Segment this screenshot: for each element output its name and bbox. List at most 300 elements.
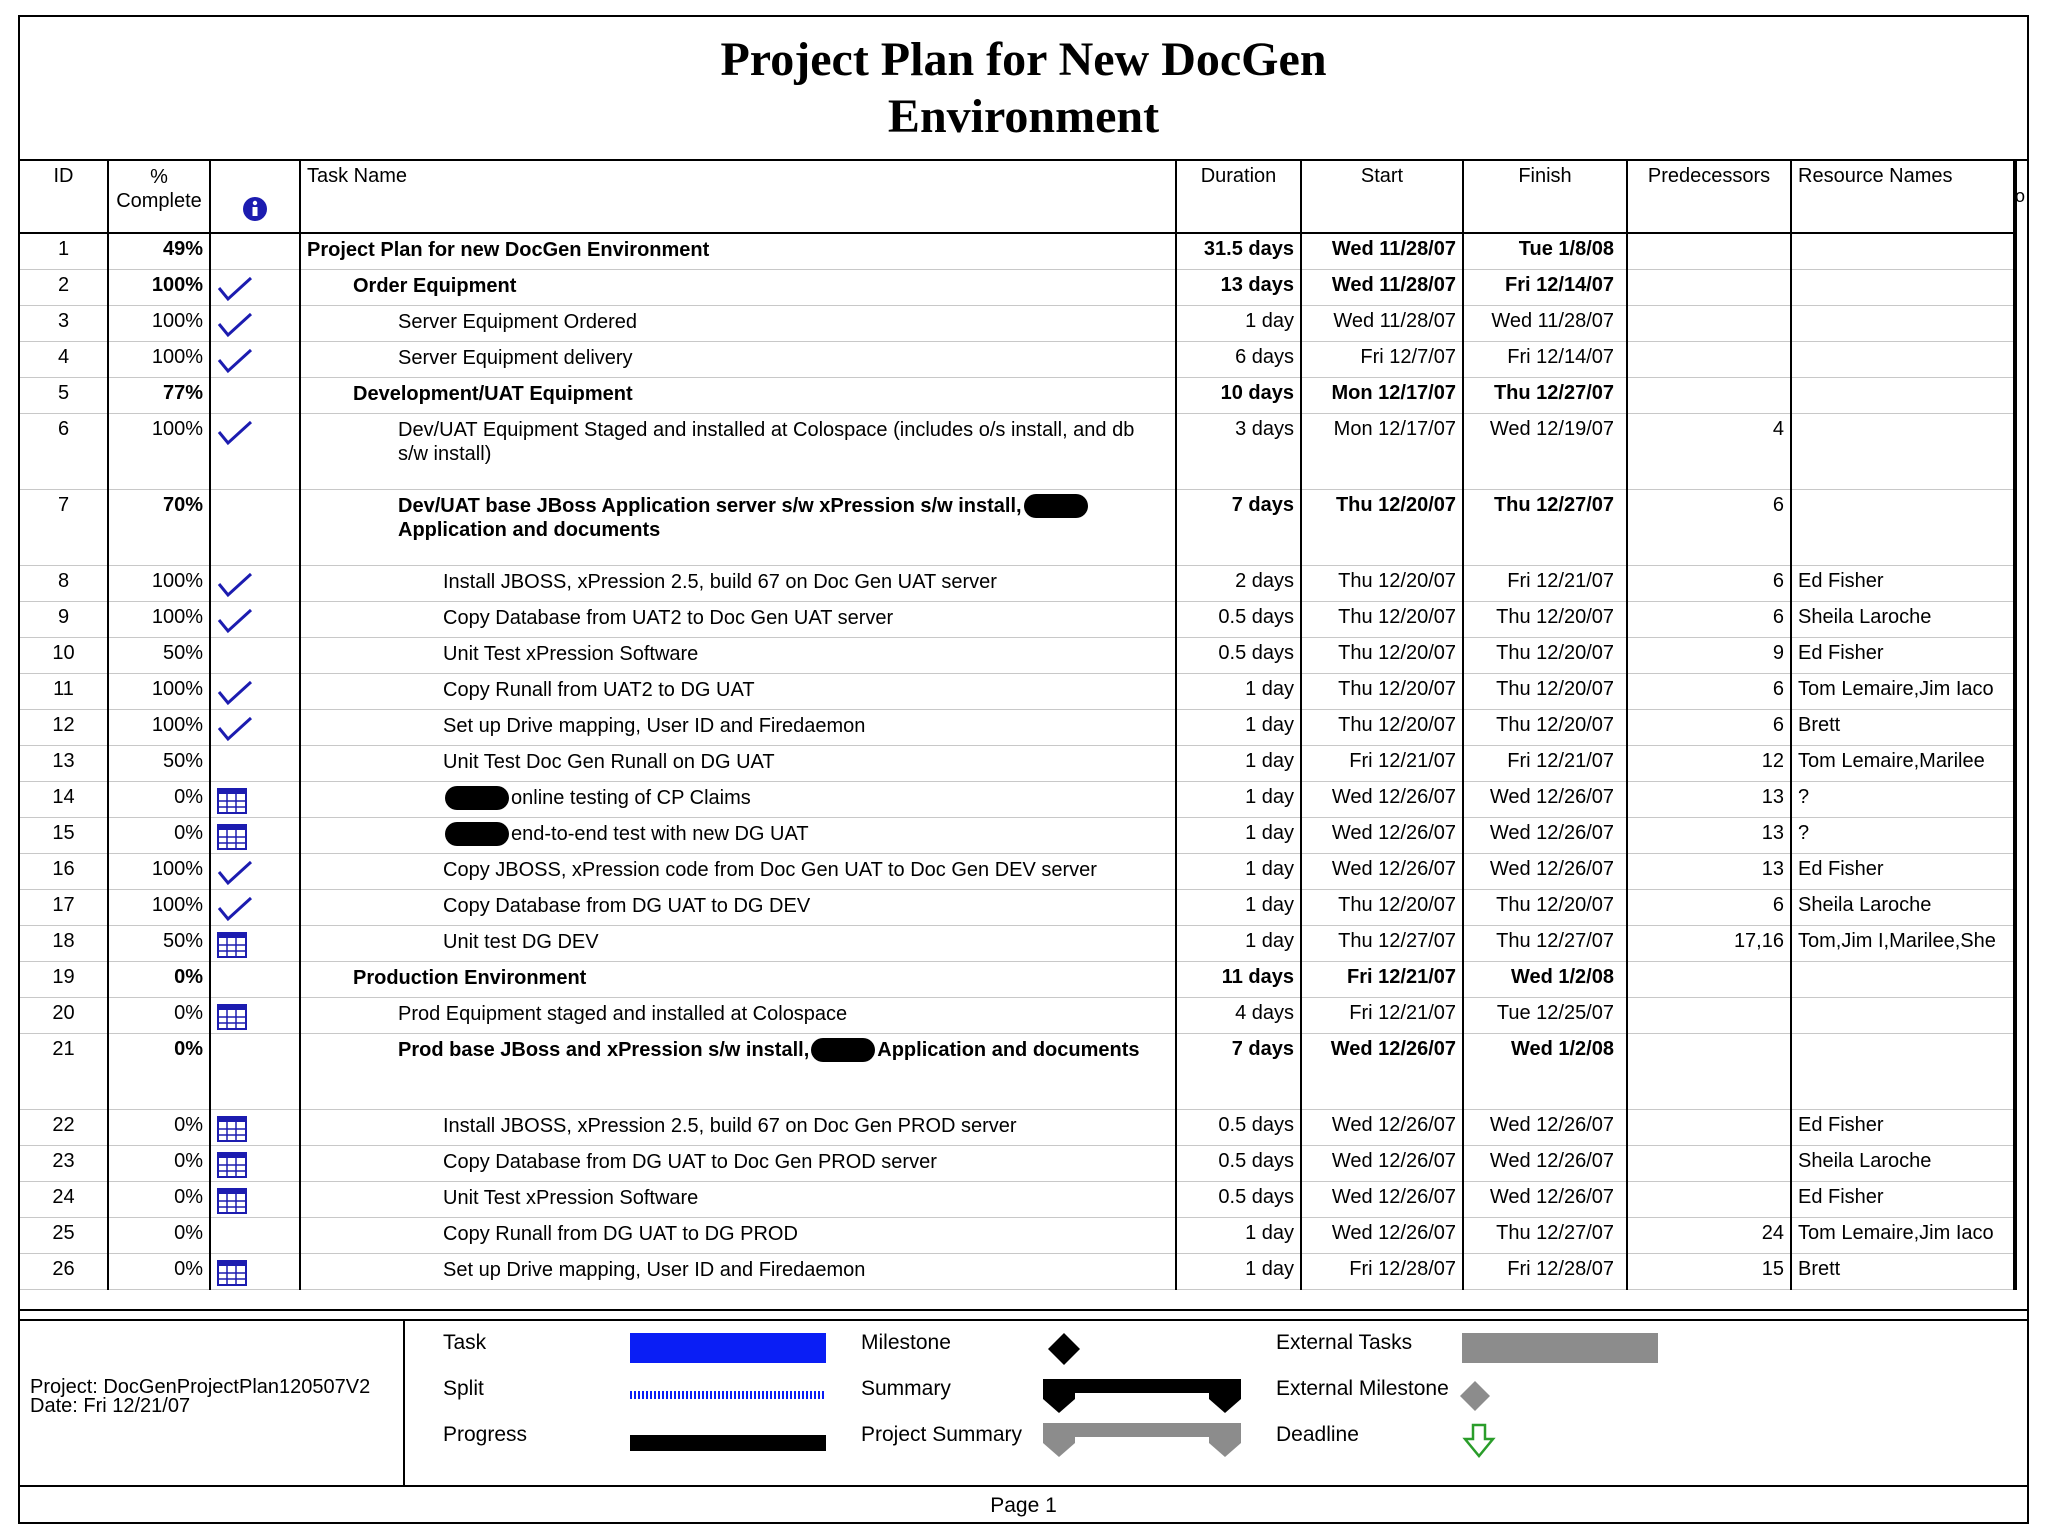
cell-extra	[2014, 817, 2016, 853]
cell-start: Wed 12/26/07	[1301, 817, 1463, 853]
cell-predecessors: 9	[1627, 637, 1791, 673]
legend	[20, 1319, 2027, 1487]
cell-indicator	[210, 233, 300, 269]
cell-predecessors: 4	[1627, 413, 1791, 489]
cell-finish: Thu 12/27/07	[1463, 377, 1627, 413]
cell-indicator	[210, 709, 300, 745]
cell-duration: 1 day	[1176, 817, 1301, 853]
cell-duration: 0.5 days	[1176, 1109, 1301, 1145]
legend-deadline-label: Deadline	[1276, 1423, 1359, 1446]
cell-duration: 1 day	[1176, 1253, 1301, 1289]
redaction-block	[811, 1038, 875, 1062]
cell-finish: Wed 12/19/07	[1463, 413, 1627, 489]
cell-percent-complete: 0%	[108, 817, 210, 853]
cell-finish: Thu 12/27/07	[1463, 489, 1627, 565]
cell-task-name[interactable]	[300, 925, 1176, 961]
legend-external-milestone-label: External Milestone	[1276, 1377, 1449, 1400]
cell-extra	[2014, 233, 2016, 269]
task-row[interactable]	[20, 637, 2016, 673]
cell-extra	[2014, 889, 2016, 925]
cell-extra	[2014, 1109, 2016, 1145]
legend-progress-bar	[630, 1435, 826, 1451]
cell-resource-names	[1791, 489, 2014, 565]
cell-extra	[2014, 489, 2016, 565]
task-name-text: Order Equipment	[353, 274, 517, 297]
legend-summary-label: Summary	[861, 1377, 951, 1400]
task-name-text: Prod Equipment staged and installed at Colospace	[398, 1002, 848, 1025]
cell-indicator	[210, 745, 300, 781]
project-info	[20, 1321, 405, 1485]
cell-finish: Fri 12/14/07	[1463, 269, 1627, 305]
cell-finish: Thu 12/20/07	[1463, 673, 1627, 709]
task-row[interactable]	[20, 997, 2016, 1033]
cell-extra	[2014, 961, 2016, 997]
task-name-text: Development/UAT Equipment	[353, 382, 633, 405]
cell-id: 7	[20, 489, 108, 565]
info-icon	[242, 196, 268, 222]
redaction-block	[445, 822, 509, 846]
task-name-text: Copy Database from UAT2 to Doc Gen UAT server	[443, 606, 894, 629]
cell-extra	[2014, 377, 2016, 413]
cell-predecessors	[1627, 961, 1791, 997]
task-name-text: Unit Test Doc Gen Runall on DG UAT	[443, 750, 775, 773]
cell-duration: 0.5 days	[1176, 637, 1301, 673]
cell-predecessors	[1627, 305, 1791, 341]
cell-indicator	[210, 601, 300, 637]
complete-check-icon	[217, 346, 253, 374]
cell-task-name[interactable]	[300, 637, 1176, 673]
cell-task-name[interactable]	[300, 305, 1176, 341]
cell-task-name[interactable]	[300, 489, 1176, 565]
cell-indicator	[210, 341, 300, 377]
cell-extra	[2014, 601, 2016, 637]
cell-id: 12	[20, 709, 108, 745]
cell-resource-names	[1791, 413, 2014, 489]
cell-extra	[2014, 565, 2016, 601]
cell-indicator	[210, 565, 300, 601]
cell-start: Wed 12/26/07	[1301, 853, 1463, 889]
cell-start: Thu 12/20/07	[1301, 601, 1463, 637]
task-row[interactable]	[20, 1145, 2016, 1181]
cell-predecessors: 6	[1627, 889, 1791, 925]
cell-finish: Fri 12/28/07	[1463, 1253, 1627, 1289]
cell-percent-complete: 100%	[108, 565, 210, 601]
task-name-text: Copy Database from DG UAT to Doc Gen PROD server	[443, 1150, 937, 1173]
cell-predecessors: 13	[1627, 817, 1791, 853]
cell-finish: Fri 12/21/07	[1463, 745, 1627, 781]
cell-indicator	[210, 961, 300, 997]
cell-finish: Thu 12/20/07	[1463, 637, 1627, 673]
external-milestone-diamond-icon	[1458, 1379, 1492, 1413]
cell-resource-names: Ed Fisher	[1791, 1181, 2014, 1217]
cell-resource-names	[1791, 269, 2014, 305]
task-row[interactable]	[20, 601, 2016, 637]
cell-task-name[interactable]	[300, 565, 1176, 601]
table-bottom-rule	[20, 1309, 2027, 1319]
cell-predecessors: 6	[1627, 565, 1791, 601]
task-row[interactable]	[20, 673, 2016, 709]
task-row[interactable]	[20, 925, 2016, 961]
cell-duration: 13 days	[1176, 269, 1301, 305]
cell-predecessors: 6	[1627, 601, 1791, 637]
task-row[interactable]	[20, 565, 2016, 601]
cell-task-name[interactable]	[300, 997, 1176, 1033]
cell-percent-complete: 0%	[108, 1145, 210, 1181]
task-name-text: Install JBOSS, xPression 2.5, build 67 on Doc Gen PROD server	[443, 1114, 1017, 1137]
cell-resource-names: Brett	[1791, 1253, 2014, 1289]
task-name-part1: Prod base JBoss and xPression s/w install,	[398, 1038, 810, 1061]
cell-predecessors: 6	[1627, 709, 1791, 745]
cell-task-name[interactable]	[300, 341, 1176, 377]
cell-indicator	[210, 1217, 300, 1253]
legend-task-bar	[630, 1333, 826, 1363]
task-name-text: Set up Drive mapping, User ID and Firedaemon	[443, 714, 866, 737]
project-date-label: Date: Fri 12/21/07	[30, 1395, 191, 1417]
table-header-row	[20, 161, 2016, 233]
col-header-pct[interactable]	[108, 161, 210, 233]
cell-task-name[interactable]	[300, 817, 1176, 853]
task-row[interactable]	[20, 413, 2016, 489]
task-name-text: Copy Runall from DG UAT to DG PROD	[443, 1222, 798, 1245]
cell-duration: 0.5 days	[1176, 1181, 1301, 1217]
cell-start: Wed 12/26/07	[1301, 1217, 1463, 1253]
cell-duration: 1 day	[1176, 673, 1301, 709]
task-row[interactable]	[20, 745, 2016, 781]
cell-percent-complete: 70%	[108, 489, 210, 565]
cell-resource-names: Sheila Laroche	[1791, 601, 2014, 637]
cell-finish: Thu 12/20/07	[1463, 601, 1627, 637]
cell-extra	[2014, 925, 2016, 961]
task-row[interactable]	[20, 709, 2016, 745]
cell-finish: Wed 12/26/07	[1463, 1145, 1627, 1181]
cell-duration: 11 days	[1176, 961, 1301, 997]
cell-extra	[2014, 673, 2016, 709]
cell-finish: Wed 12/26/07	[1463, 781, 1627, 817]
cell-duration: 1 day	[1176, 781, 1301, 817]
summary-bar-icon	[1043, 1377, 1241, 1417]
cell-indicator	[210, 1181, 300, 1217]
calendar-icon	[217, 1260, 247, 1286]
cell-start: Fri 12/7/07	[1301, 341, 1463, 377]
cell-extra	[2014, 1217, 2016, 1253]
cell-id: 11	[20, 673, 108, 709]
cell-task-name[interactable]	[300, 781, 1176, 817]
col-header-indicators[interactable]	[210, 161, 300, 233]
task-row[interactable]	[20, 233, 2016, 269]
task-row[interactable]	[20, 781, 2016, 817]
col-header-task-name[interactable]: Task Name	[300, 161, 1176, 233]
task-row[interactable]	[20, 1253, 2016, 1289]
page-footer: Page 1	[990, 1494, 1057, 1517]
cell-indicator	[210, 925, 300, 961]
complete-check-icon	[217, 714, 253, 742]
cell-task-name[interactable]	[300, 1253, 1176, 1289]
task-row[interactable]	[20, 377, 2016, 413]
cell-predecessors: 17,16	[1627, 925, 1791, 961]
cell-finish: Wed 12/26/07	[1463, 853, 1627, 889]
task-row[interactable]	[20, 961, 2016, 997]
calendar-icon	[217, 788, 247, 814]
cell-percent-complete: 100%	[108, 341, 210, 377]
redaction-block	[445, 786, 509, 810]
cell-percent-complete: 0%	[108, 997, 210, 1033]
cell-resource-names: Sheila Laroche	[1791, 889, 2014, 925]
cell-id: 8	[20, 565, 108, 601]
title-line-1: Project Plan for New DocGen	[720, 33, 1327, 86]
cell-finish: Thu 12/20/07	[1463, 889, 1627, 925]
task-row[interactable]	[20, 817, 2016, 853]
cell-task-name[interactable]	[300, 961, 1176, 997]
task-row[interactable]	[20, 889, 2016, 925]
cell-start: Fri 12/21/07	[1301, 961, 1463, 997]
cell-task-name[interactable]	[300, 413, 1176, 489]
cell-extra	[2014, 305, 2016, 341]
cell-finish: Thu 12/27/07	[1463, 925, 1627, 961]
cell-id: 9	[20, 601, 108, 637]
cell-percent-complete: 100%	[108, 853, 210, 889]
cell-resource-names: Tom,Jim I,Marilee,She	[1791, 925, 2014, 961]
task-name-text: Copy Database from DG UAT to DG DEV	[443, 894, 811, 917]
cell-id: 14	[20, 781, 108, 817]
task-name-text: Production Environment	[353, 966, 587, 989]
cell-predecessors	[1627, 269, 1791, 305]
task-row[interactable]	[20, 489, 2016, 565]
cell-finish: Tue 1/8/08	[1463, 233, 1627, 269]
legend-task-label: Task	[443, 1331, 487, 1354]
cell-percent-complete: 100%	[108, 601, 210, 637]
cell-percent-complete: 100%	[108, 709, 210, 745]
cell-task-name[interactable]	[300, 601, 1176, 637]
complete-check-icon	[217, 274, 253, 302]
cell-id: 5	[20, 377, 108, 413]
cell-resource-names: Tom Lemaire,Jim Iaco	[1791, 673, 2014, 709]
cell-resource-names	[1791, 997, 2014, 1033]
cell-resource-names: Ed Fisher	[1791, 1109, 2014, 1145]
cell-resource-names: Brett	[1791, 709, 2014, 745]
cell-start: Mon 12/17/07	[1301, 377, 1463, 413]
cell-predecessors	[1627, 1181, 1791, 1217]
task-name-text: end-to-end test with new DG UAT	[511, 822, 809, 845]
cell-predecessors	[1627, 997, 1791, 1033]
cell-finish: Wed 11/28/07	[1463, 305, 1627, 341]
cell-indicator	[210, 781, 300, 817]
cell-indicator	[210, 1253, 300, 1289]
cell-indicator	[210, 1109, 300, 1145]
cell-indicator	[210, 1033, 300, 1109]
cell-id: 1	[20, 233, 108, 269]
cell-duration: 0.5 days	[1176, 1145, 1301, 1181]
col-header-resource-names[interactable]: Resource Names	[1791, 161, 2014, 233]
cell-finish: Thu 12/27/07	[1463, 1217, 1627, 1253]
task-row[interactable]	[20, 1181, 2016, 1217]
cell-percent-complete: 0%	[108, 1181, 210, 1217]
cell-id: 6	[20, 413, 108, 489]
cell-start: Wed 11/28/07	[1301, 269, 1463, 305]
cell-duration: 6 days	[1176, 341, 1301, 377]
cell-extra	[2014, 1033, 2016, 1109]
cell-id: 25	[20, 1217, 108, 1253]
cell-id: 15	[20, 817, 108, 853]
cell-indicator	[210, 269, 300, 305]
cell-task-name[interactable]	[300, 673, 1176, 709]
calendar-icon	[217, 1116, 247, 1142]
cell-finish: Wed 12/26/07	[1463, 1109, 1627, 1145]
cell-duration: 1 day	[1176, 853, 1301, 889]
cell-percent-complete: 100%	[108, 889, 210, 925]
cell-extra	[2014, 745, 2016, 781]
cell-start: Wed 12/26/07	[1301, 1181, 1463, 1217]
cell-percent-complete: 100%	[108, 305, 210, 341]
task-row[interactable]	[20, 269, 2016, 305]
cell-start: Wed 12/26/07	[1301, 1109, 1463, 1145]
cell-indicator	[210, 673, 300, 709]
cell-resource-names	[1791, 233, 2014, 269]
cell-percent-complete: 100%	[108, 673, 210, 709]
cell-predecessors: 24	[1627, 1217, 1791, 1253]
cell-predecessors: 6	[1627, 489, 1791, 565]
legend-split-bar	[630, 1391, 826, 1399]
task-name-text: online testing of CP Claims	[511, 786, 751, 809]
cell-duration: 1 day	[1176, 709, 1301, 745]
cell-id: 22	[20, 1109, 108, 1145]
task-name-text: Unit Test xPression Software	[443, 642, 699, 665]
cell-resource-names	[1791, 377, 2014, 413]
cell-percent-complete: 0%	[108, 781, 210, 817]
cell-task-name[interactable]	[300, 1109, 1176, 1145]
task-name-text: Server Equipment Ordered	[398, 310, 638, 333]
milestone-diamond-icon	[1046, 1331, 1082, 1367]
task-name-text: Unit test DG DEV	[443, 930, 599, 953]
cell-task-name[interactable]	[300, 233, 1176, 269]
deadline-arrow-icon	[1462, 1423, 1496, 1459]
cell-task-name[interactable]	[300, 1145, 1176, 1181]
cell-task-name[interactable]	[300, 1033, 1176, 1109]
col-header-id[interactable]: ID	[20, 161, 108, 233]
cell-task-name[interactable]	[300, 1181, 1176, 1217]
cell-resource-names: Tom Lemaire,Marilee	[1791, 745, 2014, 781]
cell-extra	[2014, 269, 2016, 305]
cell-finish: Fri 12/14/07	[1463, 341, 1627, 377]
cell-start: Wed 12/26/07	[1301, 1033, 1463, 1109]
cell-resource-names: Ed Fisher	[1791, 853, 2014, 889]
cell-predecessors: 12	[1627, 745, 1791, 781]
calendar-icon	[217, 1188, 247, 1214]
task-row[interactable]	[20, 1033, 2016, 1109]
cell-extra	[2014, 1181, 2016, 1217]
col-header-predecessors[interactable]: Predecessors	[1627, 161, 1791, 233]
cell-predecessors	[1627, 1033, 1791, 1109]
cell-percent-complete: 50%	[108, 637, 210, 673]
task-row[interactable]	[20, 341, 2016, 377]
task-row[interactable]	[20, 853, 2016, 889]
cell-start: Thu 12/20/07	[1301, 673, 1463, 709]
task-row[interactable]	[20, 1109, 2016, 1145]
task-name-text: Dev/UAT Equipment Staged and installed at Colospace (includes o/s install, and db s/w install)	[398, 418, 1135, 465]
task-name-text: Unit Test xPression Software	[443, 1186, 699, 1209]
cell-predecessors: 13	[1627, 781, 1791, 817]
cell-resource-names	[1791, 305, 2014, 341]
cell-indicator	[210, 413, 300, 489]
complete-check-icon	[217, 310, 253, 338]
cell-extra	[2014, 637, 2016, 673]
cell-finish: Thu 12/20/07	[1463, 709, 1627, 745]
cell-resource-names: ?	[1791, 781, 2014, 817]
cell-predecessors: 6	[1627, 673, 1791, 709]
cell-task-name[interactable]	[300, 377, 1176, 413]
cell-duration: 2 days	[1176, 565, 1301, 601]
cell-finish: Tue 12/25/07	[1463, 997, 1627, 1033]
complete-check-icon	[217, 606, 253, 634]
cell-duration: 0.5 days	[1176, 601, 1301, 637]
cell-id: 17	[20, 889, 108, 925]
task-name-text: Set up Drive mapping, User ID and Firedaemon	[443, 1258, 866, 1281]
cell-start: Fri 12/21/07	[1301, 997, 1463, 1033]
cell-duration: 7 days	[1176, 489, 1301, 565]
cell-resource-names: ?	[1791, 817, 2014, 853]
cell-id: 23	[20, 1145, 108, 1181]
cell-task-name[interactable]	[300, 1217, 1176, 1253]
cell-task-name[interactable]	[300, 853, 1176, 889]
cell-task-name[interactable]	[300, 889, 1176, 925]
cell-start: Fri 12/21/07	[1301, 745, 1463, 781]
col-header-start[interactable]: Start	[1301, 161, 1463, 233]
cell-percent-complete: 100%	[108, 413, 210, 489]
cell-duration: 7 days	[1176, 1033, 1301, 1109]
task-name-part1: Dev/UAT base JBoss Application server s/w xPression s/w install,	[398, 494, 1022, 517]
task-table-body	[20, 233, 2016, 1289]
cell-duration: 31.5 days	[1176, 233, 1301, 269]
cell-duration: 1 day	[1176, 745, 1301, 781]
task-name-part2: Application and documents	[877, 1038, 1140, 1061]
col-header-finish[interactable]: Finish	[1463, 161, 1627, 233]
cell-finish: Wed 12/26/07	[1463, 1181, 1627, 1217]
cell-extra	[2014, 1253, 2016, 1289]
page-title	[20, 17, 2027, 161]
cell-task-name[interactable]	[300, 709, 1176, 745]
cell-percent-complete: 0%	[108, 1109, 210, 1145]
cell-indicator	[210, 305, 300, 341]
complete-check-icon	[217, 678, 253, 706]
col-header-extra	[2014, 161, 2026, 233]
cell-start: Thu 12/20/07	[1301, 637, 1463, 673]
task-name-text: Project Plan for new DocGen Environment	[307, 239, 710, 261]
task-name-text: Copy JBOSS, xPression code from Doc Gen UAT to Doc Gen DEV server	[443, 858, 1097, 881]
cell-id: 20	[20, 997, 108, 1033]
calendar-icon	[217, 1004, 247, 1030]
cell-indicator	[210, 489, 300, 565]
cell-id: 13	[20, 745, 108, 781]
task-row[interactable]	[20, 1217, 2016, 1253]
cell-finish: Fri 12/21/07	[1463, 565, 1627, 601]
cell-task-name[interactable]	[300, 745, 1176, 781]
col-header-duration[interactable]: Duration	[1176, 161, 1301, 233]
task-name-text: Server Equipment delivery	[398, 346, 633, 369]
cell-id: 16	[20, 853, 108, 889]
task-row[interactable]	[20, 305, 2016, 341]
calendar-icon	[217, 824, 247, 850]
cell-predecessors: 15	[1627, 1253, 1791, 1289]
cell-id: 4	[20, 341, 108, 377]
project-summary-bar-icon	[1043, 1421, 1241, 1461]
cell-indicator	[210, 997, 300, 1033]
complete-check-icon	[217, 858, 253, 886]
title-line-2: Environment	[887, 90, 1160, 143]
cell-indicator	[210, 889, 300, 925]
cell-predecessors	[1627, 1145, 1791, 1181]
cell-start: Thu 12/20/07	[1301, 489, 1463, 565]
cell-start: Thu 12/27/07	[1301, 925, 1463, 961]
cell-task-name[interactable]	[300, 269, 1176, 305]
